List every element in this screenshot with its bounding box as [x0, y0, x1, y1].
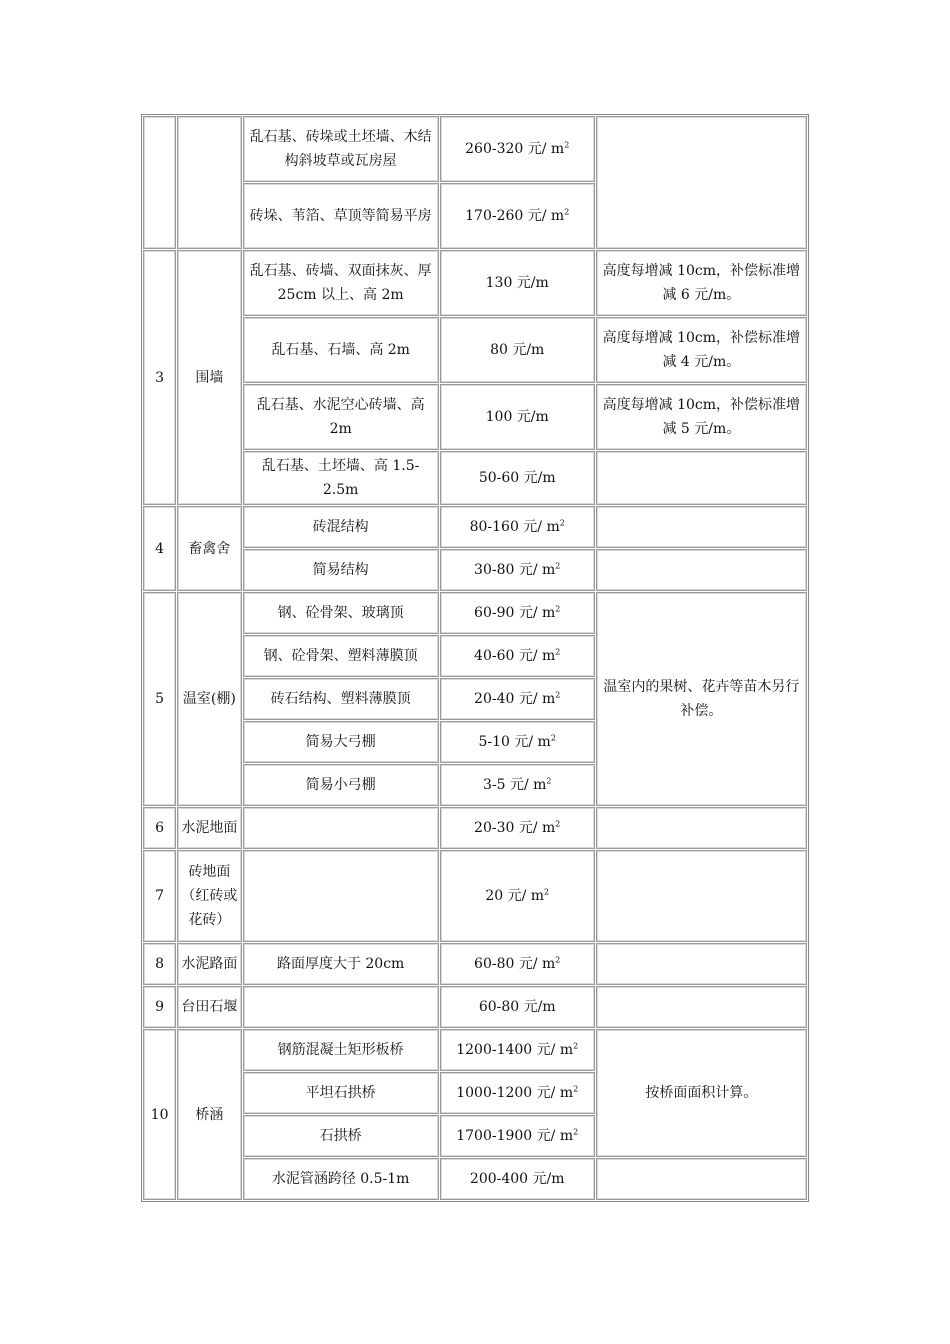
price-text: 170-260 元/ m — [465, 208, 565, 224]
item-description: 乱石基、水泥空心砖墙、高 2m — [243, 384, 439, 450]
item-price — [440, 721, 595, 763]
document-page — [141, 114, 809, 1202]
unit-superscript: 2 — [555, 690, 561, 700]
item-price — [440, 250, 595, 316]
item-number — [143, 116, 176, 249]
item-price — [440, 116, 595, 182]
item-description: 简易小弓棚 — [243, 764, 439, 806]
item-category: 桥涵 — [177, 1029, 241, 1200]
item-category: 台田石堰 — [177, 986, 241, 1028]
item-description: 简易大弓棚 — [243, 721, 439, 763]
table-row — [143, 807, 807, 849]
item-description: 砖石结构、塑料薄膜顶 — [243, 678, 439, 720]
item-price — [440, 764, 595, 806]
group-remark: 温室内的果树、花卉等苗木另行补偿。 — [596, 592, 807, 806]
item-price — [440, 1158, 595, 1200]
unit-superscript: 2 — [555, 955, 561, 965]
item-price — [440, 678, 595, 720]
item-number: 8 — [143, 943, 176, 985]
price-text: 3-5 元/ m — [482, 777, 547, 793]
item-remark — [596, 943, 807, 985]
price-text: 30-80 元/ m — [474, 562, 556, 578]
item-price — [440, 451, 595, 505]
unit-superscript: 2 — [555, 647, 561, 657]
price-text: 80-160 元/ m — [469, 519, 560, 535]
item-number: 6 — [143, 807, 176, 849]
price-text: 20 元/ m — [485, 888, 545, 904]
item-remark: 高度每增减 10cm，补偿标准增减 5 元/m。 — [596, 384, 807, 450]
item-price — [440, 549, 595, 591]
compensation-table — [141, 114, 809, 1202]
item-number: 10 — [143, 1029, 176, 1200]
table-row — [143, 451, 807, 505]
group-remark: 按桥面面积计算。 — [596, 1029, 807, 1157]
item-remark — [596, 1158, 807, 1200]
table-row — [143, 506, 807, 548]
price-text: 40-60 元/ m — [474, 648, 556, 664]
unit-superscript: 2 — [546, 776, 552, 786]
item-category: 畜禽舍 — [177, 506, 241, 591]
item-remark — [596, 807, 807, 849]
item-description: 钢、砼骨架、塑料薄膜顶 — [243, 635, 439, 677]
price-text: 5-10 元/ m — [478, 734, 551, 750]
item-remark — [596, 506, 807, 548]
item-description: 简易结构 — [243, 549, 439, 591]
item-price — [440, 943, 595, 985]
item-description: 砖混结构 — [243, 506, 439, 548]
item-description: 钢、砼骨架、玻璃顶 — [243, 592, 439, 634]
unit-superscript: 2 — [555, 561, 561, 571]
unit-superscript: 2 — [555, 604, 561, 614]
item-price — [440, 986, 595, 1028]
price-text: 1200-1400 元/ m — [456, 1042, 574, 1058]
item-category — [177, 116, 241, 249]
item-description — [243, 850, 439, 942]
item-price — [440, 317, 595, 383]
price-text: 50-60 元/m — [478, 470, 556, 486]
item-price — [440, 384, 595, 450]
table-row — [143, 986, 807, 1028]
item-category: 水泥地面 — [177, 807, 241, 849]
item-description: 乱石基、土坯墙、高 1.5-2.5m — [243, 451, 439, 505]
item-remark — [596, 986, 807, 1028]
item-price — [440, 506, 595, 548]
table-row — [143, 250, 807, 316]
item-remark — [596, 549, 807, 591]
unit-superscript: 2 — [564, 207, 570, 217]
table-row — [143, 384, 807, 450]
table-row — [143, 1158, 807, 1200]
unit-superscript: 2 — [559, 518, 565, 528]
item-price — [440, 807, 595, 849]
price-text: 260-320 元/ m — [465, 141, 565, 157]
item-description: 乱石基、砖垛或土坯墙、木结构斜坡草或瓦房屋 — [243, 116, 439, 182]
item-category: 水泥路面 — [177, 943, 241, 985]
item-remark — [596, 850, 807, 942]
item-price — [440, 1029, 595, 1071]
item-number: 5 — [143, 592, 176, 806]
item-price — [440, 592, 595, 634]
price-text: 1000-1200 元/ m — [456, 1085, 574, 1101]
price-text: 20-40 元/ m — [474, 691, 556, 707]
item-number: 7 — [143, 850, 176, 942]
table-row — [143, 549, 807, 591]
price-text: 130 元/m — [485, 275, 549, 291]
group-remark — [596, 116, 807, 249]
price-text: 20-30 元/ m — [474, 820, 556, 836]
price-text: 100 元/m — [485, 409, 549, 425]
table-row — [143, 850, 807, 942]
table-row — [143, 317, 807, 383]
item-price — [440, 850, 595, 942]
item-remark: 高度每增减 10cm，补偿标准增减 6 元/m。 — [596, 250, 807, 316]
item-number: 4 — [143, 506, 176, 591]
table-row — [143, 1029, 807, 1071]
item-description: 乱石基、石墙、高 2m — [243, 317, 439, 383]
price-text: 80 元/m — [490, 342, 545, 358]
unit-superscript: 2 — [550, 733, 556, 743]
unit-superscript: 2 — [573, 1084, 579, 1094]
price-text: 60-80 元/ m — [474, 956, 556, 972]
price-text: 60-90 元/ m — [474, 605, 556, 621]
item-description: 砖垛、苇箔、草顶等简易平房 — [243, 183, 439, 249]
item-description: 路面厚度大于 20cm — [243, 943, 439, 985]
table-row — [143, 592, 807, 634]
item-category: 围墙 — [177, 250, 241, 505]
unit-superscript: 2 — [544, 887, 550, 897]
table-row — [143, 943, 807, 985]
item-remark: 高度每增减 10cm，补偿标准增减 4 元/m。 — [596, 317, 807, 383]
item-number: 3 — [143, 250, 176, 505]
unit-superscript: 2 — [573, 1041, 579, 1051]
table-row — [143, 116, 807, 182]
item-description: 石拱桥 — [243, 1115, 439, 1157]
item-price — [440, 1072, 595, 1114]
unit-superscript: 2 — [564, 140, 570, 150]
price-text: 60-80 元/m — [478, 999, 556, 1015]
item-description: 钢筋混凝土矩形板桥 — [243, 1029, 439, 1071]
item-description: 水泥管涵跨径 0.5-1m — [243, 1158, 439, 1200]
item-number: 9 — [143, 986, 176, 1028]
price-text: 1700-1900 元/ m — [456, 1128, 574, 1144]
item-category: 砖地面（红砖或花砖） — [177, 850, 241, 942]
unit-superscript: 2 — [555, 819, 561, 829]
item-description — [243, 986, 439, 1028]
item-description — [243, 807, 439, 849]
price-text: 200-400 元/m — [469, 1171, 565, 1187]
item-price — [440, 1115, 595, 1157]
item-description: 平坦石拱桥 — [243, 1072, 439, 1114]
item-remark — [596, 451, 807, 505]
item-price — [440, 635, 595, 677]
item-description: 乱石基、砖墙、双面抹灰、厚 25cm 以上、高 2m — [243, 250, 439, 316]
unit-superscript: 2 — [573, 1127, 579, 1137]
item-category: 温室(棚) — [177, 592, 241, 806]
item-price — [440, 183, 595, 249]
